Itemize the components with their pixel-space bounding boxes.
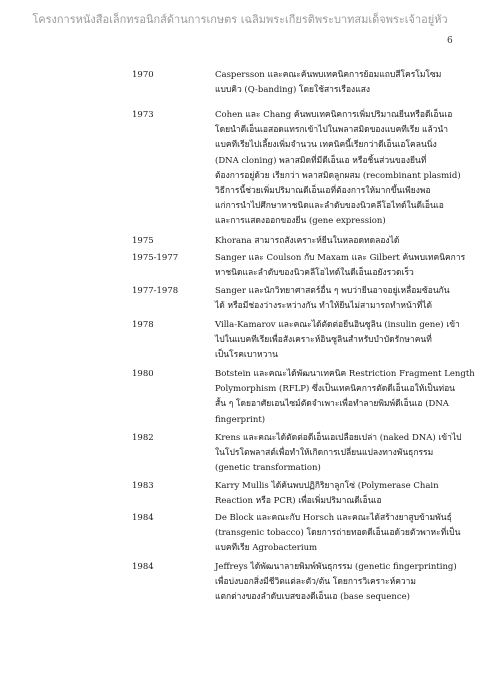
entry-year: 1978 (132, 320, 154, 330)
entry-year: 1973 (132, 110, 154, 120)
description-line: Caspersson และคณะค้นพบเทคนิคการย้อมแถบสีโครโมโซม (215, 70, 442, 80)
description-line: (transgenic tobacco) โดยการถ่ายทอดดีเอ็นเอด้วยตัวพาหะที่เป็น (215, 528, 461, 539)
entry-description (215, 108, 461, 230)
description-line: สั้น ๆ โดยอาศัยเอนไซม์ตัดจำเพาะเพื่อทำลายพิมพ์ดีเอ็นเอ (DNA (215, 399, 449, 410)
description-line: ต้องการอยู่ด้วย เรียกว่า พลาสมิดลูกผสม (recombinant plasmid) (215, 170, 461, 181)
entry-description (215, 511, 461, 557)
description-line: ได้ หรือมีช่องว่างระหว่างกัน ทำให้ยีนไม่สามารถทำหน้าที่ได้ (215, 301, 432, 312)
entry-year: 1970 (132, 70, 154, 80)
entry-description (215, 431, 462, 477)
description-line: Sanger และนักวิทยาศาสตร์อื่น ๆ พบว่ายีนอาจอยู่เหลื่อมซ้อนกัน (215, 286, 450, 296)
entry-year: 1984 (132, 513, 154, 523)
description-line: fingerprint) (215, 414, 266, 425)
document-header: โครงการหนังสือเล็กทรอนิกส์ด้านการเกษตร เฉลิมพระเกียรติพระบาทสมเด็จพระเจ้าอยู่หัว (32, 13, 448, 26)
description-line: (genetic transformation) (215, 463, 321, 474)
description-line: ในโปรโตพลาสต์เพื่อทำให้เกิดการเปลี่ยนแปลงทางพันธุกรรม (215, 448, 434, 459)
description-line: Sanger และ Coulson กับ Maxam และ Gilbert ค้นพบเทคนิคการ (215, 253, 466, 263)
entry-description (215, 367, 475, 428)
entry-year: 1975-1977 (132, 253, 179, 263)
entry-description (215, 251, 466, 281)
description-line: โดยนำดีเอ็นเอสอดแทรกเข้าไปในพลาสมิดของแบคทีเรีย แล้วนำ (215, 125, 449, 136)
page-number: 6 (447, 36, 453, 46)
description-line: วิธีการนี้ช่วยเพิ่มปริมาณดีเอ็นเอที่ต้องการให้มากขึ้นเพียงพอ (215, 186, 431, 197)
description-line: และการแสดงออกของยีน (gene expression) (215, 216, 386, 227)
entry-description (215, 318, 460, 364)
description-line: Reaction หรือ PCR) เพื่อเพิ่มปริมาณดีเอ็นเอ (215, 496, 382, 507)
description-line: De Block และคณะกับ Horsch และคณะได้สร้างยาสูบข้ามพันธุ์ (215, 513, 452, 523)
entry-year: 1977-1978 (132, 286, 179, 296)
description-line: แบบคิว (Q-banding) โดยใช้สารเรืองแสง (215, 85, 371, 96)
entry-description (215, 68, 440, 98)
description-line: Karry Mullis ได้ค้นพบปฏิกิริยาลูกโซ่ (Polymerase Chain (215, 481, 439, 491)
description-line: Villa-Kamarov และคณะได้ตัดต่อยีนอินซูลิน (insulin gene) เข้า (215, 320, 460, 330)
entry-description (215, 234, 440, 249)
description-line: Cohen และ Chang ค้นพบเทคนิคการเพิ่มปริมาณยีนหรือดีเอ็นเอ (215, 110, 453, 120)
entry-year: 1975 (132, 236, 154, 246)
entry-year: 1983 (132, 481, 154, 491)
description-line: เป็นโรคเบาหวาน (215, 350, 278, 361)
description-line: แก่การนำไปศึกษาหาชนิดและลำดับของนิวคลีโอไทด์ในดีเอ็นเอ (215, 201, 444, 212)
description-line: Botstein และคณะได้พัฒนาเทคนิค Restriction Fragment Length (215, 369, 475, 379)
description-line: แบคทีเรียไปเลี้ยงเพิ่มจำนวน เทคนิคนี้เรียกว่าดีเอ็นเอโคลนนิ่ง (215, 140, 437, 151)
description-line: แบคทีเรีย Agrobacterium (215, 543, 318, 554)
entry-description (215, 560, 457, 606)
description-line: Polymorphism (RFLP) ซึ่งเป็นเทคนิคการตัดดีเอ็นเอให้เป็นท่อน (215, 384, 455, 395)
entry-description (215, 284, 450, 314)
description-line: (DNA cloning) พลาสมิดที่มีดีเอ็นเอ หรือชิ้นส่วนของยีนที่ (215, 155, 427, 166)
entry-year: 1982 (132, 433, 154, 443)
entry-year: 1984 (132, 562, 154, 572)
description-line: Jeffreys ได้พัฒนาลายพิมพ์พันธุกรรม (genetic fingerprinting) (215, 562, 457, 572)
description-line: Khorana สามารถสังเคราะห์ยีนในหลอดทดลองได้ (215, 236, 400, 246)
entry-year: 1980 (132, 369, 154, 379)
description-line: หาชนิดและลำดับของนิวคลีโอไทด์ในดีเอ็นเอยังรวดเร็ว (215, 268, 414, 279)
description-line: เพื่อบ่งบอกสิ่งมีชีวิตแต่ละตัว/ต้น โดยการวิเคราะห์ความ (215, 577, 417, 588)
description-line: ไปในแบคทีเรียเพื่อสังเคราะห์อินซูลินสำหรับบำบัดรักษาคนที่ (215, 335, 432, 346)
description-line: Krens และคณะได้ตัดต่อดีเอ็นเอเปลือยเปล่า (naked DNA) เข้าไป (215, 433, 462, 443)
entry-description (215, 479, 440, 509)
description-line: แตกต่างของลำดับเบสของดีเอ็นเอ (base sequence) (215, 592, 410, 603)
